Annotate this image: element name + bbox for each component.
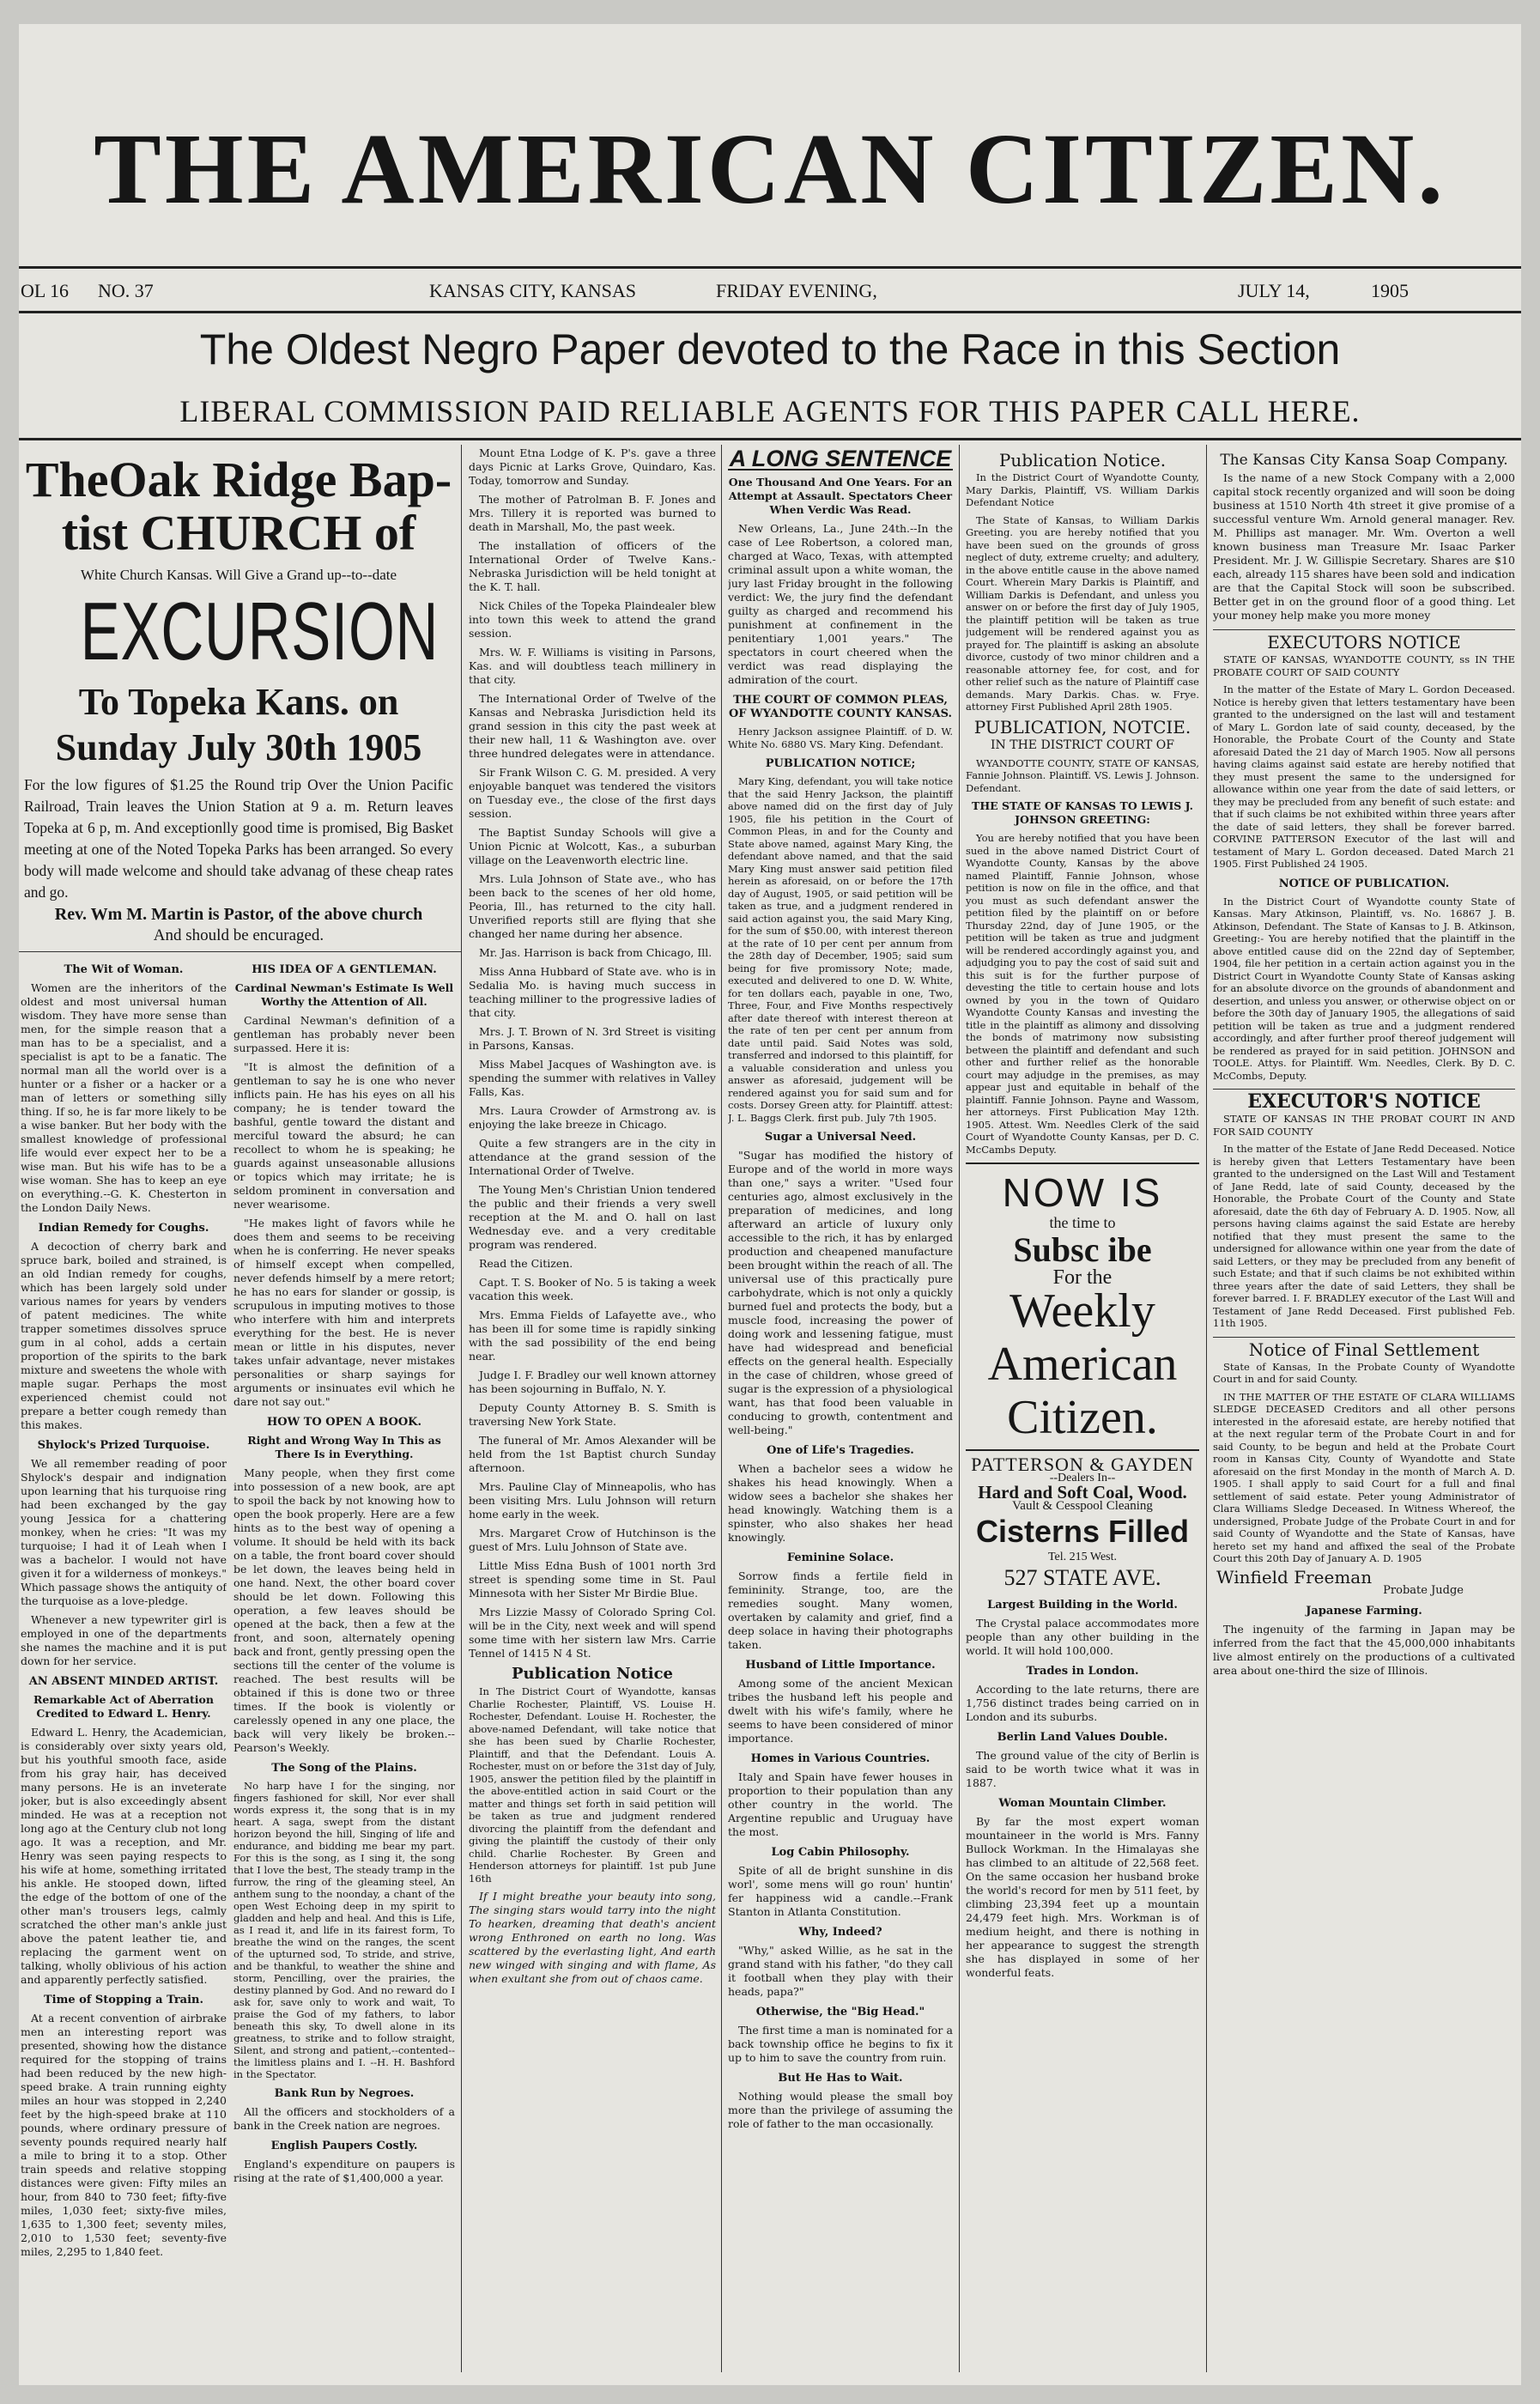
local-news-item: Mr. Jas. Harrison is back from Chicago, Ill. bbox=[479, 946, 712, 959]
local-news-item: The Baptist Sunday Schools will give a Union Picnic at Wolcott, Kas., a suburban village on the Leavenworth electric line. bbox=[469, 826, 716, 866]
column-rule bbox=[959, 445, 960, 2372]
local-news-item: Miss Mabel Jacques of Washington ave. is spending the summer with relatives in Valley Falls, Kas. bbox=[469, 1058, 716, 1098]
gentleman-body-3: "He makes light of favors while he does them and seems to be receiving when he is conferring. He never speaks of himself except when compelled, never defends himself by a mere retort; he has no ears for slander or gossip, is scrupulous in imputing motives to those who interfere with him and interprets everything for the best. He is never mean or little in his disputes, never takes unfair advantage, never mistakes personalities or sharp sayings for arguments or insinuates evil which he dare not say out." bbox=[233, 1217, 455, 1408]
ad-church-line2: tist CHURCH of bbox=[61, 505, 416, 561]
building-body: The Crystal palace accommodates more people than any other building in the world. It will hold 100,000. bbox=[966, 1617, 1199, 1657]
column-2 bbox=[233, 956, 455, 2369]
berlin-body: The ground value of the city of Berlin is said to be worth twice what it was in 1887. bbox=[966, 1749, 1199, 1789]
coal-ad-company: PATTERSON & GAYDEN bbox=[971, 1454, 1194, 1475]
sugar-body: "Sugar has modified the history of Europe and of the world in more ways than one," says a writer. "Used four centuries ago, almost exclusively in the preparation of medicines, and long afterward an article of luxury only accessible to the rich, it has by enlarged production and cheapened manufacture been brought within the reach of all. The universal use of this practically pure carbohydrate, which is not only a quickly burned fuel and protects the body, but a muscle food, increasing the power of doing work and lessening fatigue, must have had widespread and beneficial effects on the general health. Especially in the case of children, whose greed of sugar is the expression of a physiological want, has that food been valuable in conducing to growth, contentment and well-being." bbox=[728, 1149, 953, 1436]
local-news-item: Capt. T. S. Booker of No. 5 is taking a week vacation this week. bbox=[469, 1276, 716, 1302]
long-sentence-body: New Orleans, La., June 24th.--In the case of Lee Robertson, a colored man, charged at Waco, Texas, with attempted criminal assult upon a white woman, the jury last Friday brought in the following verdict: We, the jury find the defendant guilty as charged and recommend his punishment at confinement in the penitentiary 1,001 years." The spectators in court cheered when the verdict was read displaying the admiration of the court. bbox=[728, 522, 953, 686]
ad-destination: To Topeka Kans. on bbox=[78, 681, 399, 723]
local-news-item: Nick Chiles of the Topeka Plaindealer blew into town this week to attend the grand session. bbox=[469, 599, 716, 640]
newspaper-page bbox=[19, 24, 1521, 2385]
subscribe-american: American bbox=[987, 1338, 1178, 1391]
common-pleas-body: Mary King, defendant, you will take notice that the said Henry Jackson, the plaintiff above named did on the first day of July 1905, file his petition in the Court of Common Pleas, in and for the County and State above named, against Mary King, the defendant above named, and that the said Mary King must answer said petition filed herein as aforesaid, on or before the 17th day of August, 1905, or said petition will be taken as true, and a judgment rendered in said action against you, the said Mary King, for the sum of $50.00, with interest thereon at the rate of 10 per cent per annum from the 28th day of December, 1905; said sum being for five promissory Note; made, executed and delivered to one D. W. White, for ten dollars each, payable in one, Two, Three, Four, and Five Months respectively after date thereof with interest thereon at the rate of ten per cent per annum from date until paid. Said Notes was sold, transferred and indorsed to this plaintiff, for a valuable consideration and unless you answer as aforesaid, judgement will be rendered against you for said sum and for costs. Dorsey Green atty. for Plaintiff. attest: J. L. Baggs Clerk. first pub. July 7th 1905. bbox=[728, 775, 953, 1124]
solace-body: Sorrow finds a fertile field in femininity. Strange, too, are the remedies sought. Many women, overtaken by calamity and grief, find a deep solace in having their photographs taken. bbox=[728, 1569, 953, 1651]
long-sentence-subhead: One Thousand And One Years. For an Attempt at Assault. Spectators Cheer When Verdic Was Read. bbox=[728, 476, 953, 516]
darkis-notice-headline: Publication Notice. bbox=[998, 450, 1167, 470]
final-settlement-caption: State of Kansas, In the Probate County of Wyandotte Court in and for said County. bbox=[1213, 1360, 1515, 1385]
gordon-executors-headline: EXECUTORS NOTICE bbox=[1213, 629, 1515, 649]
indian-remedy-headline: Indian Remedy for Coughs. bbox=[38, 1222, 209, 1235]
masthead-title: THE AMERICAN CITIZEN. bbox=[94, 112, 1446, 225]
coal-ad bbox=[966, 1454, 1199, 1592]
absent-artist-subhead: Remarkable Act of Aberration Credited to Edward L. Henry. bbox=[33, 1693, 214, 1720]
wait-body: Nothing would please the small boy more than the privilege of assuming the role of father to the man occasionally. bbox=[728, 2090, 953, 2130]
column-rule bbox=[1206, 445, 1207, 2372]
coal-ad-cisterns: Cisterns Filled bbox=[975, 1514, 1190, 1549]
paupers-headline: English Paupers Costly. bbox=[270, 2140, 418, 2152]
local-news-item: Deputy County Attorney B. S. Smith is traversing New York State. bbox=[469, 1401, 716, 1428]
banner-oldest-paper: The Oldest Negro Paper devoted to the Race in this Section bbox=[199, 325, 1341, 373]
column-rule bbox=[721, 445, 722, 2372]
local-news-item: Mrs. Lula Johnson of State ave., who has been back to the scenes of her old home, Peoria, Ill., has returned to the city hall. Unverified reports still are flying that she changed her name during her absence. bbox=[469, 872, 716, 940]
local-news-item: Read the Citizen. bbox=[479, 1257, 573, 1270]
local-news-item: Mrs. J. T. Brown of N. 3rd Street is visiting in Parsons, Kansas. bbox=[469, 1025, 716, 1052]
local-news-item: Mrs. Pauline Clay of Minneapolis, who has been visiting Mrs. Lulu Johnson will return home early in the week. bbox=[469, 1480, 716, 1521]
gordon-executors-body: In the matter of the Estate of Mary L. Gordon Deceased. Notice is hereby given that letters testamentary have been granted to the undersigned on the last will and testament of Mary L. Gordon late of said county, deceased, by the Honorable, the Probate Court of the County and State aforesaid Dated the 21 day of March 1905. Now all persons having claims against said estate are hereby notified that they must present the same to the undersigned for allowance within one year from the date of said letters, or they may be precluded from any benefit of such estate: and that if such claims be not exhibited within three years after the date of said letters, they shall be forever barred. CORVINE PATTERSON Executor of the last will and testament of Mary L. Gordon deceased. Dated March 21 1905. First Published 24 1905. bbox=[1213, 683, 1515, 870]
darkis-notice-body: The State of Kansas, to William Darkis Greeting. you are hereby notified that you have been sued on the grounds of gross neglect of duty, extreme cruelty; and adultery, in the above entitle cause in the above named Court. Wherein Mary Darkis is Plaintiff, and William Darkis is Defendant, and unless you answer on or before the first day of July 1905, the plaintiff petition will be taken as true judgement will be rendered against you as prayed for. The plaintiff is asking an absolute divorce, custody of two minor children and a reasonable attorney fee, for cost, and for other relief such as the nature of Plaintiff case demands. Mary Darkis. Chas. w. Frye. attorney First Published April 28th 1905. bbox=[966, 513, 1199, 713]
local-news-item: The mother of Patrolman B. F. Jones and Mrs. Tillery it is reported was burned to death in Marshall, Mo, the past week. bbox=[469, 493, 716, 533]
local-news-item: Sir Frank Wilson C. G. M. presided. A very enjoyable banquet was tendered the visitors on Tuesday eve., the close of the first days session. bbox=[469, 766, 716, 820]
day: FRIDAY EVENING, bbox=[716, 280, 877, 301]
banner-agents: LIBERAL COMMISSION PAID RELIABLE AGENTS FOR THIS PAPER CALL HERE. bbox=[179, 394, 1361, 428]
atkinson-notice-body: In the District Court of Wyandotte county State of Kansas. Mary Atkinson, Plaintiff, vs. No. 16867 J. B. Atkinson, Defendant. The State of Kansas to J. B. Atkinson, Greeting:- You are hereby notified that the plaintiff in the above entitled cause did on the 22nd day of September, 1904, file her petition in a certain action against you in the District Court in Wyandotte County State of Kansas asking for an absolute divorce on the grounds of abandonment and desertion, and unless you answer, or otherwise object on or before the 30th day of January 1905, the allegations of said petition will be taken as true and a judgment rendered accordingly, and after further proof thereof judgement will be rendered as prayed for in said petition. JOHNSON and TOOLE. Attys. for Plaintiff. Wm. Needles, Clerk. By D. C. McCombs, Deputy. bbox=[1213, 895, 1515, 1082]
subscribe-ad bbox=[966, 1163, 1199, 1451]
london-body: According to the late returns, there are 1,756 distinct trades being carried on in London and its suburbs. bbox=[966, 1683, 1199, 1723]
ad-church-name: TheOak Ridge Bap- bbox=[25, 452, 452, 507]
local-news-item: Little Miss Edna Bush of 1001 north 3rd street is spending some time in St. Paul Minnesota with her Sister Mr Birdie Blue. bbox=[469, 1559, 716, 1600]
climber-headline: Woman Mountain Climber. bbox=[998, 1797, 1167, 1810]
local-news-item: Mount Etna Lodge of K. P's. gave a three days Picnic at Larks Grove, Quindaro, Kas. Today, tomorrow and Sunday. bbox=[469, 446, 716, 487]
coal-ad-address: 527 STATE AVE. bbox=[1003, 1565, 1161, 1590]
shylock-body: We all remember reading of poor Shylock's despair and indignation upon learning that his turquoise ring had been exchanged by the gay young Jessica for a chattering monkey, when he cries: "It was my turquoise; I had it of Leah when I was a bachelor. I would not have given it for a wilderness of monkeys." Which passage shows the antiquity of the turquoise as a love-pledge. bbox=[21, 1457, 227, 1607]
johnson-notice-caption: WYANDOTTE COUNTY, STATE OF KANSAS, Fannie Johnson. Plaintiff. VS. Lewis J. Johnson. Defendant. bbox=[966, 756, 1199, 794]
shylock-headline: Shylock's Prized Turquoise. bbox=[37, 1439, 210, 1452]
book-subhead: Right and Wrong Way In This as There Is in Everything. bbox=[247, 1434, 441, 1460]
homes-body: Italy and Spain have fewer houses in proportion to their population than any other country in the world. The Argentine republic and Uruguay have the most. bbox=[728, 1770, 953, 1838]
column-3 bbox=[469, 446, 716, 2370]
coal-ad-products: Hard and Soft Coal, Wood. bbox=[978, 1482, 1187, 1502]
husband-body: Among some of the ancient Mexican tribes the husband left his people and dwelt with his wife's family, where he seems to have been considered of minor importance. bbox=[728, 1677, 953, 1745]
climber-body: By far the most expert woman mountaineer in the world is Mrs. Fanny Bullock Workman. In the Himalayas she has climbed to an altitude of 22,568 feet. On the same occasion her husband broke the world's record for men by 511 feet, by climbing 23,394 feet up a mountain 24,479 feet high. Mrs. Workman is of medium height, and there is nothing in her appearance to suggest the strength she has displayed in some of her wonderful feats. bbox=[966, 1815, 1199, 1979]
gentleman-headline: HIS IDEA OF A GENTLEMAN. bbox=[252, 963, 437, 976]
subscribe-citizen: Citizen. bbox=[1007, 1391, 1158, 1444]
local-news-item: Mrs. W. F. Williams is visiting in Parsons, Kas. and will doubtless teach millinery in that city. bbox=[469, 646, 716, 686]
volume: OL 16 bbox=[21, 280, 70, 301]
wit-headline: The Wit of Woman. bbox=[64, 963, 184, 976]
issue-number: NO. 37 bbox=[98, 280, 154, 301]
ad-bottom-rule bbox=[19, 951, 461, 952]
column-6 bbox=[1213, 446, 1515, 2370]
redd-executors-caption: STATE OF KANSAS IN THE PROBAT COURT IN AND FOR SAID COUNTY bbox=[1213, 1113, 1515, 1138]
final-settlement-headline: Notice of Final Settlement bbox=[1213, 1337, 1515, 1357]
rochester-notice-headline: Publication Notice bbox=[511, 1665, 674, 1683]
ad-intro: White Church Kansas. Will Give a Grand up--to--date bbox=[80, 567, 397, 583]
masthead-rule-bottom bbox=[19, 311, 1521, 313]
paupers-body: England's expenditure on paupers is rising at the rate of $1,400,000 a year. bbox=[233, 2158, 455, 2184]
ad-excursion-headline: EXCURSION bbox=[80, 586, 440, 677]
wait-headline: But He Has to Wait. bbox=[778, 2072, 903, 2085]
book-body: Many people, when they first come into possession of a new book, are apt to spoil the back by not knowing how to open the book properly. Here are a few hints as to the best way of opening a volume. It should be held with its back on a table, the front board cover should be let down, the leaves being held in one hand. Next, the other board cover should be let down. Following this operation, a few leaves should be opened at the back, then a few at the front, and soon, alternately opening back and front, gently pressing open the sections till the center of the volume is reached. The best results will be obtained if this is done two or three times. If the book is violently or carelessly opened in any one place, the back will very likely be broken.--Pearson's Weekly. bbox=[233, 1466, 455, 1754]
london-headline: Trades in London. bbox=[1026, 1665, 1139, 1678]
masthead-rule-top bbox=[19, 266, 1521, 269]
big-head-body: The first time a man is nominated for a back township office he begins to fix it up to him to save the country from ruin. bbox=[728, 2024, 953, 2064]
excursion-ad bbox=[19, 446, 458, 949]
song-headline: The Song of the Plains. bbox=[271, 1762, 417, 1775]
column-1 bbox=[21, 956, 227, 2369]
subscribe-weekly: Weekly bbox=[1009, 1284, 1155, 1338]
ad-closing: And should be encuraged. bbox=[153, 926, 324, 944]
absent-artist-body: Edward L. Henry, the Academician, is considerably over sixty years old, but his youthful smooth face, aside from his gray hair, has deceived many persons. He is an inveterate joker, but is also exceedingly absent minded. He was at a reception not long ago at the Century club not long ago. It was a reception, and Mr. Henry was seen paying respects to his wife at home, something irritated his ankle. He stooped down, lifted the edge of the bottom of one of the other man's trousers legs, calmly scratched the other man's ankle just above the patent leather tie, and replacing the garment went on talking, wholly oblivious of his action and apparently perfectly satisfied. bbox=[21, 1726, 227, 1986]
ad-pastor: Rev. Wm M. Martin is Pastor, of the above church bbox=[54, 905, 423, 924]
absent-artist-headline: AN ABSENT MINDED ARTIST. bbox=[28, 1675, 219, 1688]
probate-judge-name: Winfield Freeman bbox=[1216, 1566, 1373, 1587]
johnson-notice-court: IN THE DISTRICT COURT OF bbox=[991, 738, 1174, 752]
redd-executors-headline: EXECUTOR'S NOTICE bbox=[1213, 1089, 1515, 1108]
rochester-notice-body: In The District Court of Wyandotte, kansas Charlie Rochester, Plaintiff, VS. Louise H. Rochester, Defendant. Louise H. Rochester, the above-named Defendant, will take notice that she has been sued by Charlie Rochester, Plaintiff, and that the Defendant. Louis A. Rochester, must on or before the 31st day of July, 1905, answer the petition filed by the plaintiff in the above-entitled action in said Court or the matter and things set forth in said petition will be taken as true and judgment rendered divorcing the plaintiff from the defendant and giving the plaintiff the custody of their only child. Charlie Rochester. By Green and Henderson attorneys for plaintiff. 1st pub June 16th bbox=[469, 1685, 716, 1885]
long-sentence-headline: A LONG SENTENCE bbox=[729, 446, 952, 471]
bank-body: All the officers and stockholders of a bank in the Creek nation are negroes. bbox=[233, 2105, 455, 2132]
johnson-notice-headline: PUBLICATION, NOTCIE. bbox=[973, 716, 1191, 738]
homes-headline: Homes in Various Countries. bbox=[750, 1752, 931, 1765]
local-news-item: Mrs. Margaret Crow of Hutchinson is the guest of Mrs. Lulu Johnson of State ave. bbox=[469, 1527, 716, 1553]
common-pleas-caption: Henry Jackson assignee Plaintiff. of D. W. White No. 6880 VS. Mary King. Defendant. bbox=[728, 725, 953, 750]
column-rule bbox=[461, 445, 462, 2372]
probate-judge-title: Probate Judge bbox=[1383, 1583, 1464, 1597]
soap-company-body: Is the name of a new Stock Company with a 2,000 capital stock recently organized and will soon be doing business at 1510 North 4th street it give promise of a successful venture Wm. Arnold general manager. Rev. M. Phillips ast manager. Mr. Wm. Overton a well known business man Treasure Mr. Isaac Parker President. Mr. J. W. Gillispie Secretary. Shares are $10 each, already 115 shares have been sold and indication are that the Capital Stock will soon be subscribed. Better get in on the ground floor of a good thing. Let your money help make you more money bbox=[1213, 471, 1515, 622]
local-news-item: Miss Anna Hubbard of State ave. who is in Sedalia Mo. is having much success in teaching milliner to the progressive ladies of that city. bbox=[469, 965, 716, 1019]
local-news-list bbox=[469, 446, 716, 1660]
tragedy-headline: One of Life's Tragedies. bbox=[767, 1444, 914, 1457]
train-body: At a recent convention of airbrake men an interesting report was presented, showing how the distance required for the stopping of trains had been reduced by the new high-speed brake. A train running eighty miles an hour was stopped in 2,240 feet by the high-speed brake at 110 pounds, where ordinary pressure of seventy pounds required nearly half a mile to bring it to a stop. Other train speeds and relative stopping distances were given: Fifty miles an hour, from 840 to 730 feet; fifty-five miles, 1,030 feet; sixty-five miles, 1,635 to 1,300 feet; seventy miles, 2,010 to 1,530 feet; seventy-five miles, 2,295 to 1,840 feet. bbox=[21, 2012, 227, 2258]
husband-headline: Husband of Little Importance. bbox=[745, 1659, 936, 1672]
dateline bbox=[19, 280, 1521, 306]
johnson-notice-body: You are hereby notified that you have been sued in the above named District Court of Wyandotte County, Kansas by the above named Plaintiff, Fannie Johnson, whose petition is now on file in the office, and that you must as such defendant answer the petition filed by the plaintiff on or before Thursday 22nd, day of June 1905, or the petition will be taken as true and judgment will be rendered accordingly against you, and adjudging you to pay the cost of said suit and this suit is for the further purpose of devesting the title to certain house and lots owned by you in the town of Quidaro Wyandotte County Kansas and investing the title in the plaintiff as alimony and dissolving the bonds of matrimony now subsisting between the plaintiff and defendant and such other and further relief as the honorable court may adjudge in the premises, as may appear just and equitable in behalf of the plaintiff. Fannie Johnson. Payne and Wassom, her attorneys. First Publication May 12th. 1905. Attest. Wm. Needles Clerk of the said Court of Wyandotte County Kansas, per D. C. McCambs Deputy. bbox=[966, 832, 1199, 1156]
atkinson-notice-headline: NOTICE OF PUBLICATION. bbox=[1278, 877, 1450, 890]
sugar-headline: Sugar a Universal Need. bbox=[764, 1131, 917, 1144]
date: JULY 14, bbox=[1238, 280, 1310, 301]
big-head-headline: Otherwise, the "Big Head." bbox=[755, 2006, 925, 2019]
subscribe-now-is: NOW IS bbox=[1002, 1170, 1163, 1215]
song-body: No harp have I for the singing, nor fingers fashioned for skill, Nor ever shall words express it, the song that is in my heart. A saga, swept from the distant horizon beyond the hill, Singing of life and endurance, and bidding me bear my part. For this is the song, as I sing it, the song that I love the best, The steady tramp in the furrow, the ring of the gleaming steel, An anthem sung to the noonday, a chant of the open West Echoing deep in my spirit to gladden and help and heal. And this is Life, as I read it, and life in its fairest form, To breathe the wind on the ranges, the scent of the upturned sod, To stride, and strive, and be thankful, to weather the shine and storm, Pencilling, over the prairies, the destiny planned by God. And no reward do I ask for, save only to work and wait, To praise the God of my fathers, to labor beneath this sky, To dwell alone in its greatness, to strike and to follow straight, Silent, and strong and patient,--contented--the limitless plains and I. --H. H. Bashford in the Spectator. bbox=[233, 1780, 455, 2080]
why-headline: Why, Indeed? bbox=[798, 1926, 882, 1939]
common-pleas-notice-title: PUBLICATION NOTICE; bbox=[765, 757, 916, 770]
final-settlement-body: IN THE MATTER OF THE ESTATE OF CLARA WILLIAMS SLEDGE DECEASED Creditors and all other persons interested in the aforesaid estate, are hereby notified that at the next regular term of the Probate Court in and for said County, to be begun and held at the Probate Court room in Kansas City, County of Wyandotte and State aforesaid on the first Monday in the month of March A. D. 1905. I shall apply to said Court for a full and final settlement of said estate. Peter young Administrator of Clara Williams Sledge Deceased. In Witness Whereof, the undersigned, Probate Judge of the Probate Court in and for said County of Wyandotte and the State of Kansas, have hereto set my hand and affixed the seal of the Probate Court this 20th Day of January A. D. 1905 bbox=[1213, 1390, 1515, 1564]
soap-company-headline: The Kansas City Kansa Soap Company. bbox=[1220, 452, 1508, 469]
darkis-notice-caption: In the District Court of Wyandotte County, Mary Darkis, Plaintiff, VS. William Darkis Defendant Notice bbox=[966, 471, 1199, 508]
local-news-item: Mrs Lizzie Massy of Colorado Spring Col. will be in the City, next week and will spend some time with her sistern law Mrs. Carrie Tennel of 1415 N 4 St. bbox=[469, 1606, 716, 1660]
farming-headline: Japanese Farming. bbox=[1306, 1604, 1422, 1618]
why-body: "Why," asked Willie, as he sat in the grand stand with his father, "do they call it football when they play with their heads, papa?" bbox=[728, 1944, 953, 1998]
cabin-body: Spite of all de bright sunshine in dis worl', some mens will go roun' huntin' fer happiness wid a candle.--Frank Stanton in Atlanta Constitution. bbox=[728, 1864, 953, 1918]
gentleman-subhead: Cardinal Newman's Estimate Is Well Worthy the Attention of All. bbox=[234, 981, 454, 1008]
gentleman-body-2: "It is almost the definition of a gentleman to say he is one who never inflicts pain. He has his eyes on all his company; he is tender toward the bashful, gentle toward the distant and merciful toward the absurd; he can recollect to whom he is speaking; he guards against unseasonable allusions or topics which may irritate; he is seldom prominent in conversation and never wearisome. bbox=[233, 1060, 455, 1211]
local-news-item: The installation of officers of the International Order of Twelve Kans.-Nebraska Jurisdiction will be held tonight at the K. T. hall. bbox=[469, 539, 716, 593]
cabin-headline: Log Cabin Philosophy. bbox=[771, 1846, 910, 1859]
local-news-item: The funeral of Mr. Amos Alexander will be held from the 1st Baptist church Sunday afternoon. bbox=[469, 1434, 716, 1474]
column-5 bbox=[966, 446, 1199, 2370]
building-headline: Largest Building in the World. bbox=[987, 1599, 1178, 1612]
coal-ad-services: Vault & Cesspool Cleaning bbox=[1012, 1499, 1153, 1513]
wit-body: Women are the inheritors of the oldest and most universal human wisdom. They have more sense than men, for the simple reason that a man has to be a specialist, and a specialist is apt to be a fanatic. The normal man all the world over is a hunter or a fisher or a hacker or a man of letters or something silly thing. If so, he is far more likely to be a wise banker. But her body with the smallest knowledge of professional life would ever expect her to be a wise man. But his wife has to be a wise woman. She has to keep an eye on everything.--G. K. Chesterton in the London Daily News. bbox=[21, 981, 227, 1214]
coal-ad-phone: Tel. 215 West. bbox=[1047, 1551, 1118, 1563]
local-news-item: Judge I. F. Bradley our well known attorney has been sojourning in Buffalo, N. Y. bbox=[469, 1369, 716, 1395]
poem: If I might breathe your beauty into song, The singing stars would tarry into the night To hearken, dreaming that death's ancient wrong Enthroned on earth no long. Was scattered by the everlasting light, And earth new winged with singing and with flame, As when exultant she from out of chaos came. bbox=[469, 1890, 716, 1985]
local-news-item: Mrs. Emma Fields of Lafayette ave., who has been ill for some time is rapidly sinking with the sad possibility of the end being near. bbox=[469, 1308, 716, 1363]
gentleman-body-1: Cardinal Newman's definition of a gentleman has probably never been surpassed. Here it is: bbox=[233, 1014, 455, 1054]
year: 1905 bbox=[1371, 280, 1409, 301]
train-headline: Time of Stopping a Train. bbox=[43, 1994, 204, 2006]
book-headline: HOW TO OPEN A BOOK. bbox=[267, 1416, 421, 1429]
redd-executors-body: In the matter of the Estate of Jane Redd Deceased. Notice is hereby given that Letters Testamentary have been granted to the undersigned on the Last Will and Testament of Jane Redd, late of said County, deceased by the Honorable, the Probate Court of the County and State aforesaid, date the 6th day of February A. D. 1905. Now, all persons having claims against the said Estate are hereby notified that they must present the same to the undersigned for allowance within one year from the date of said Letters, or they may be precluded from any benefit of such Estate; and that if such claims be not exhibited within three years after the date of said Letters, they shall be forever barred. I. F. BRADLEY executor of the Last Will and Testament of Jane Redd Deceased. First published Feb. 11th 1905. bbox=[1213, 1143, 1515, 1329]
common-pleas-headline: THE COURT OF COMMON PLEAS, OF WYANDOTTE COUNTY KANSAS. bbox=[728, 694, 953, 720]
gordon-executors-caption: STATE OF KANSAS, WYANDOTTE COUNTY, ss IN THE PROBATE COURT OF SAID COUNTY bbox=[1213, 653, 1515, 678]
ad-body: For the low figures of $1.25 the Round trip Over the Union Pacific Railroad, Train leaves the Union Station at 9 a. m. Return leaves Topeka at 6 p, m. And exceptionlly good time is promised, Big Basket meeting at one of the Noted Topeka Parks has been arranged. So every body will made welcome and should take advanag of these cheap rates and go. bbox=[24, 776, 453, 901]
ad-date: Sunday July 30th 1905 bbox=[55, 726, 422, 768]
coal-ad-dealers: --Dealers In-- bbox=[1049, 1472, 1116, 1484]
indian-remedy-body: A decoction of cherry bark and spruce bark, boiled and strained, is an old Indian remedy for coughs, which has been largely sold under various names for years by venders of patent medicines. The white trapper sometimes dissolves spruce gum in al cohol, adds a certain proportion of the spirits to the bark mixture and sweetens the whole with maple sugar. Perhaps the most experienced chemist could not prepare a better cough remedy than this makes. bbox=[21, 1240, 227, 1431]
local-news-item: The International Order of Twelve of the Kansas and Nebraska Jurisdiction held its grand session in this city the past week at their new hall, 11 & Washington ave. over three hundred delegates were in attendance. bbox=[469, 692, 716, 760]
berlin-headline: Berlin Land Values Double. bbox=[997, 1731, 1168, 1744]
bank-headline: Bank Run by Negroes. bbox=[274, 2087, 415, 2100]
column-4 bbox=[728, 446, 953, 2370]
subscribe-line-3: For the bbox=[1052, 1266, 1113, 1289]
typewriter-item: Whenever a new typewriter girl is employed in one of the departments she names the machine and it is put down for her service. bbox=[21, 1613, 227, 1667]
subscribe-line-2: Subsc ibe bbox=[1013, 1230, 1152, 1269]
local-news-item: The Young Men's Christian Union tendered the public and their friends a very swell reception at the M. and O. hall on last Wednesday eve. and a very creditable program was rendered. bbox=[469, 1183, 716, 1251]
local-news-item: Mrs. Laura Crowder of Armstrong av. is enjoying the lake breeze in Chicago. bbox=[469, 1104, 716, 1131]
farming-body: The ingenuity of the farming in Japan may be inferred from the fact that the 45,000,000 inhabitants live almost entirely on the productions of a cultivated area about one-third the size of Illinois. bbox=[1213, 1622, 1515, 1677]
subscribe-line-1: the time to bbox=[1049, 1214, 1116, 1231]
johnson-notice-greeting: THE STATE OF KANSAS TO LEWIS J. JOHNSON GREETING: bbox=[972, 799, 1193, 826]
local-news-item: Quite a few strangers are in the city in attendance at the grand session of the International Order of Twelve. bbox=[469, 1137, 716, 1177]
banner-rule bbox=[19, 438, 1521, 440]
tragedy-body: When a bachelor sees a widow he shakes his head knowingly. When a widow sees a bachelor she shakes her head knowingly. Watching them is a spinster, who also shakes her head knowingly. bbox=[728, 1462, 953, 1544]
city: KANSAS CITY, KANSAS bbox=[429, 280, 637, 301]
solace-headline: Feminine Solace. bbox=[786, 1551, 894, 1564]
